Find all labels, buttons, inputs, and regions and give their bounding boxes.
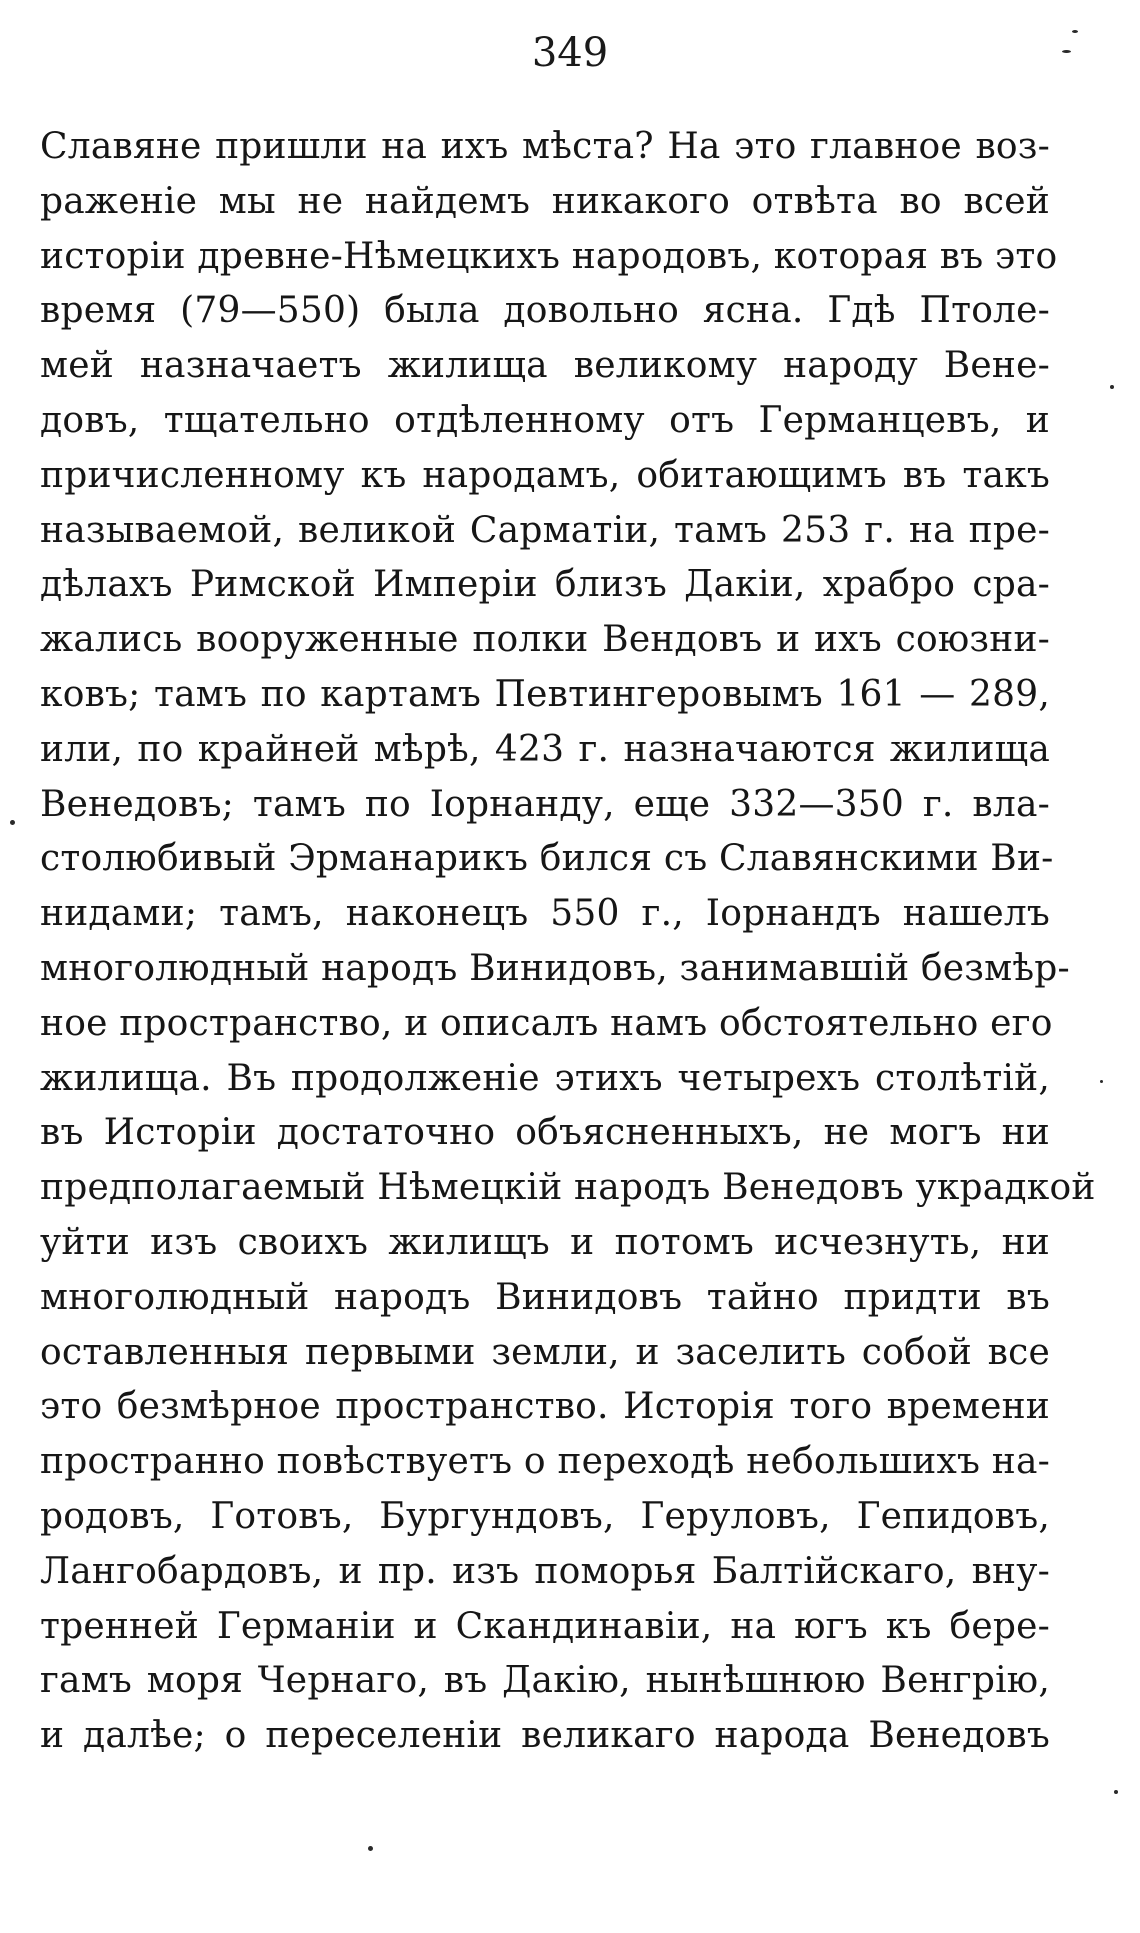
text-line: столюбивый Эрманарикъ бился съ Славянскими Ви-: [40, 838, 1054, 880]
text-line: причисленному къ народамъ, обитающимъ въ такъ: [40, 454, 1050, 496]
text-line: уйти изъ своихъ жилищъ и потомъ исчезнуть, ни: [40, 1221, 1050, 1263]
text-line: оставленныя первыми земли, и заселить собой все: [40, 1331, 1050, 1373]
text-line: пространно повѣствуетъ о переходѣ небольшихъ на-: [40, 1441, 1050, 1483]
scan-speck: [1100, 1080, 1103, 1083]
text-line: въ Исторіи достаточно объясненныхъ, не могъ ни: [40, 1112, 1050, 1154]
text-line: Венедовъ; тамъ по Іорнанду, еще 332—350 г. вла-: [40, 783, 1050, 825]
text-line: мей назначаетъ жилища великому народу Вене-: [40, 345, 1050, 387]
text-line: и далѣе; о переселеніи великаго народа Венедовъ: [40, 1715, 1050, 1757]
scan-speck: [10, 820, 15, 825]
body-text: [40, 120, 1096, 1764]
text-line: Славяне пришли на ихъ мѣста? На это главное воз-: [40, 126, 1050, 167]
text-line: жилища. Въ продолженіе этихъ четырехъ столѣтій,: [40, 1057, 1050, 1099]
text-line: гамъ моря Чернаго, въ Дакію, нынѣшнюю Венгрію,: [40, 1660, 1050, 1702]
text-line: нидами; тамъ, наконецъ 550 г., Іорнандъ нашелъ: [40, 893, 1050, 935]
text-line: ное пространство, и описалъ намъ обстоятельно его: [40, 1002, 1053, 1044]
text-line: время (79—550) была довольно ясна. Гдѣ Птоле-: [40, 290, 1050, 332]
text-line: или, по крайней мѣрѣ, 423 г. назначаются жилища: [40, 728, 1050, 770]
scan-speck: [1110, 385, 1114, 389]
text-line: Лангобардовъ, и пр. изъ поморья Балтійскаго, вну-: [40, 1550, 1050, 1592]
page-number: 349: [531, 30, 609, 76]
scan-speck: [1072, 30, 1078, 33]
text-line: многолюдный народъ Винидовъ, занимавшій безмѣр-: [40, 947, 1070, 989]
text-line: это безмѣрное пространство. Исторія того времени: [40, 1386, 1050, 1428]
text-line: предполагаемый Нѣмецкій народъ Венедовъ украдкой: [40, 1167, 1096, 1209]
text-line: жались вооруженные полки Вендовъ и ихъ союзни-: [40, 619, 1050, 661]
scan-speck: [1062, 50, 1071, 53]
text-line: тренней Германіи и Скандинавіи, на югъ къ бере-: [40, 1605, 1050, 1647]
text-line: называемой, великой Сарматіи, тамъ 253 г. на пре-: [40, 509, 1050, 551]
scan-speck: [1114, 1790, 1118, 1794]
text-line: дѣлахъ Римской Имперіи близъ Дакіи, храбро сра-: [40, 564, 1050, 606]
text-line: раженіе мы не найдемъ никакого отвѣта во всей: [40, 180, 1050, 222]
text-line: довъ, тщательно отдѣленному отъ Германцевъ, и: [40, 399, 1050, 441]
text-line: родовъ, Готовъ, Бургундовъ, Геруловъ, Гепидовъ,: [40, 1495, 1050, 1537]
scan-speck: [368, 1846, 373, 1851]
text-line: многолюдный народъ Винидовъ тайно придти въ: [40, 1276, 1050, 1318]
text-line: исторіи древне-Нѣмецкихъ народовъ, которая въ это: [40, 235, 1058, 277]
text-line: ковъ; тамъ по картамъ Певтингеровымъ 161 — 289,: [40, 673, 1050, 715]
